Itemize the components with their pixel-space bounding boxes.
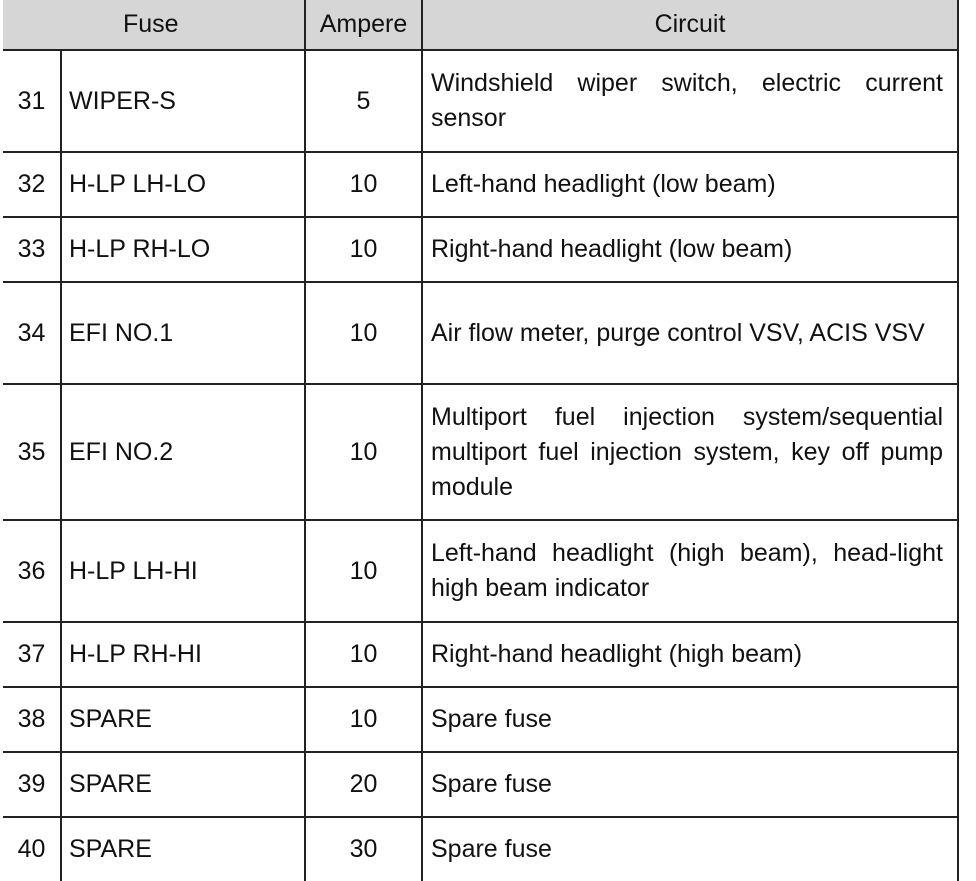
fuse-name: SPARE [61, 752, 305, 817]
fuse-table-container [3, 0, 958, 881]
fuse-name: WIPER-S [61, 50, 305, 152]
fuse-table [3, 0, 959, 881]
table-row [3, 687, 958, 752]
fuse-circuit: Spare fuse [422, 687, 958, 752]
fuse-circuit: Right-hand headlight (high beam) [422, 622, 958, 687]
fuse-circuit: Right-hand headlight (low beam) [422, 217, 958, 282]
fuse-number: 39 [3, 752, 61, 817]
fuse-name: SPARE [61, 817, 305, 881]
table-row [3, 152, 958, 217]
fuse-ampere: 10 [305, 282, 422, 384]
fuse-number: 38 [3, 687, 61, 752]
fuse-circuit: Left-hand headlight (high beam), head-light high beam indicator [422, 520, 958, 622]
fuse-ampere: 10 [305, 520, 422, 622]
fuse-number: 33 [3, 217, 61, 282]
fuse-number: 31 [3, 50, 61, 152]
fuse-ampere: 10 [305, 152, 422, 217]
table-row [3, 752, 958, 817]
fuse-circuit: Multiport fuel injection system/sequential multiport fuel injection system, key off pump module [422, 384, 958, 520]
fuse-circuit: Air flow meter, purge control VSV, ACIS VSV [422, 282, 958, 384]
fuse-number: 37 [3, 622, 61, 687]
table-header [3, 0, 958, 50]
fuse-circuit: Spare fuse [422, 817, 958, 881]
fuse-ampere: 5 [305, 50, 422, 152]
fuse-number: 32 [3, 152, 61, 217]
fuse-number: 35 [3, 384, 61, 520]
fuse-number: 40 [3, 817, 61, 881]
table-row [3, 282, 958, 384]
header-ampere: Ampere [305, 0, 422, 50]
fuse-ampere: 20 [305, 752, 422, 817]
fuse-ampere: 10 [305, 622, 422, 687]
fuse-name: H-LP LH-LO [61, 152, 305, 217]
fuse-name: SPARE [61, 687, 305, 752]
fuse-name: EFI NO.2 [61, 384, 305, 520]
fuse-name: H-LP LH-HI [61, 520, 305, 622]
fuse-number: 34 [3, 282, 61, 384]
table-row [3, 384, 958, 520]
fuse-number: 36 [3, 520, 61, 622]
table-row [3, 520, 958, 622]
header-fuse: Fuse [3, 0, 305, 50]
fuse-circuit: Spare fuse [422, 752, 958, 817]
fuse-circuit: Left-hand headlight (low beam) [422, 152, 958, 217]
fuse-circuit: Windshield wiper switch, electric current sensor [422, 50, 958, 152]
table-row [3, 50, 958, 152]
table-row [3, 217, 958, 282]
fuse-name: H-LP RH-LO [61, 217, 305, 282]
fuse-ampere: 10 [305, 217, 422, 282]
fuse-ampere: 30 [305, 817, 422, 881]
header-circuit: Circuit [422, 0, 958, 50]
table-body [3, 50, 958, 881]
fuse-name: H-LP RH-HI [61, 622, 305, 687]
fuse-name: EFI NO.1 [61, 282, 305, 384]
header-row [3, 0, 958, 50]
fuse-ampere: 10 [305, 687, 422, 752]
fuse-ampere: 10 [305, 384, 422, 520]
table-row [3, 622, 958, 687]
table-row [3, 817, 958, 881]
